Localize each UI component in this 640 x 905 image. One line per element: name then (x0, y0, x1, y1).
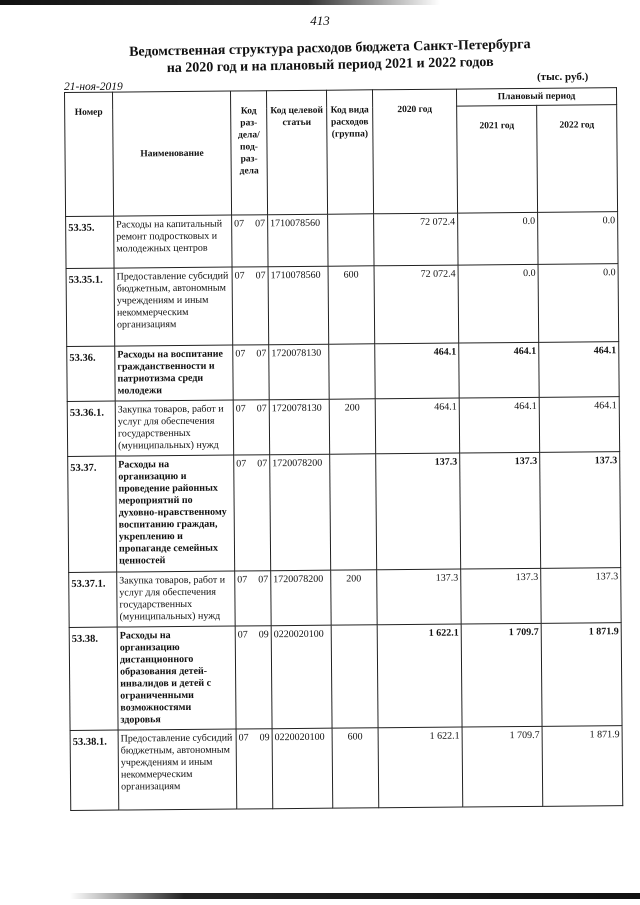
row-subsection: 07 (255, 270, 266, 282)
row-expense-type (328, 214, 374, 266)
row-number: 53.36.1. (67, 401, 115, 456)
row-target-code: 1720078200 (271, 570, 331, 626)
row-section: 07 (238, 732, 249, 744)
row-amount-2020: 1 622.1 (377, 624, 462, 728)
table-row (68, 452, 621, 573)
row-amount-2020: 1 622.1 (378, 727, 463, 808)
scan-edge-bottom (70, 893, 640, 899)
row-amount-2020: 464.1 (375, 398, 459, 454)
row-number: 53.36. (67, 346, 115, 401)
row-subsection: 07 (256, 403, 267, 415)
units-label: (тыс. руб.) (537, 71, 589, 83)
row-expense-type: 200 (331, 570, 377, 625)
row-section: 07 (234, 270, 245, 282)
row-amount-2020: 137.3 (377, 569, 461, 625)
row-amount-2022: 1 871.9 (542, 726, 623, 807)
header-planned: Плановый период (456, 88, 616, 106)
row-expense-type: 200 (329, 399, 375, 454)
row-subsection: 07 (257, 458, 268, 470)
row-amount-2022: 464.1 (539, 342, 619, 398)
row-expense-type (330, 454, 377, 570)
document-date: 21-ноя-2019 (64, 81, 123, 93)
row-section: 07 (237, 629, 248, 641)
header-expense-type: Код вида расходов (группа) (326, 90, 373, 214)
row-name: Расходы на организацию и проведение районных мероприятий по духовно-нравственному воспитанию граждан, укреплению и пропаганде семейных ценностей (116, 455, 235, 572)
header-name: Наименование (113, 91, 232, 216)
header-2021: 2021 год (457, 105, 538, 213)
row-expense-type (331, 625, 378, 728)
row-amount-2022: 137.3 (541, 568, 621, 624)
row-amount-2020: 72 072.4 (374, 265, 459, 344)
row-section: 07 (235, 403, 246, 415)
row-number: 53.38. (69, 627, 118, 730)
row-target-code: 1720078130 (269, 399, 329, 455)
row-expense-type: 600 (328, 266, 375, 344)
row-amount-2021: 1 709.7 (461, 623, 542, 727)
row-expense-type (329, 344, 375, 399)
row-section-code (233, 400, 269, 455)
row-target-code: 1710078560 (268, 266, 329, 345)
row-section-code (236, 729, 273, 809)
row-section-code (232, 215, 268, 267)
row-amount-2021: 464.1 (459, 342, 539, 398)
row-amount-2022: 0.0 (538, 264, 619, 343)
row-amount-2021: 1 709.7 (462, 726, 543, 807)
row-amount-2021: 0.0 (458, 212, 538, 265)
row-number: 53.37.1. (69, 572, 117, 627)
row-amount-2020: 464.1 (375, 343, 459, 399)
row-name: Расходы на воспитание гражданственности и патриотизма среди молодежи (115, 345, 233, 401)
document-title (120, 36, 541, 78)
row-expense-type: 600 (332, 728, 379, 808)
header-section: Код раз- дела/ под- раз- дела (230, 91, 267, 215)
row-subsection: 07 (258, 574, 269, 586)
row-section: 07 (237, 574, 248, 586)
row-amount-2022: 0.0 (538, 212, 618, 265)
row-number: 53.38.1. (70, 730, 119, 810)
budget-table (64, 87, 623, 811)
row-section-code (232, 267, 269, 345)
table-row (67, 397, 619, 457)
row-number: 53.35. (66, 216, 114, 268)
row-amount-2021: 464.1 (459, 397, 539, 453)
table-row (67, 342, 619, 402)
row-name: Расходы на капитальный ремонт подростковых и молодежных центров (114, 215, 232, 268)
row-amount-2022: 137.3 (540, 452, 621, 569)
row-target-code: 1720078130 (269, 344, 329, 400)
row-number: 53.35.1. (66, 268, 115, 346)
row-subsection: 07 (256, 348, 267, 360)
row-name: Расходы на организацию дистанционного образования детей-инвалидов и детей с ограниченными возможностями здоровья (117, 626, 236, 730)
row-subsection: 09 (259, 732, 270, 744)
title-line-2: на 2020 год и на плановый период 2021 и 2022 годов (166, 54, 494, 77)
row-amount-2022: 464.1 (539, 397, 619, 453)
row-number: 53.37. (68, 456, 117, 572)
budget-table-wrapper (64, 87, 622, 811)
row-subsection: 09 (258, 629, 269, 641)
header-2022: 2022 год (537, 105, 618, 213)
row-subsection: 07 (255, 218, 266, 230)
row-target-code: 0220020100 (272, 728, 333, 809)
row-target-code: 0220020100 (271, 625, 332, 729)
row-amount-2021: 0.0 (458, 264, 539, 343)
row-name: Предоставление субсидий бюджетным, автономным учреждениям и иным некоммерческим организациям (114, 267, 233, 346)
header-number: Номер (65, 92, 114, 216)
row-section: 07 (236, 458, 247, 470)
row-section-code (235, 571, 271, 626)
table-row (70, 726, 623, 811)
row-section: 07 (234, 218, 245, 230)
budget-table-body (66, 212, 623, 811)
row-name: Предоставление субсидий бюджетным, автономным учреждениям и иным некоммерческим организациям (118, 729, 237, 810)
table-row (66, 264, 619, 347)
row-target-code: 1720078200 (270, 454, 331, 571)
header-target: Код целевой статьи (266, 90, 327, 215)
row-amount-2021: 137.3 (460, 452, 541, 569)
row-amount-2021: 137.3 (461, 568, 541, 624)
row-section-code (234, 455, 271, 571)
row-target-code: 1710078560 (268, 214, 328, 267)
row-section-code (235, 626, 272, 729)
row-name: Закупка товаров, работ и услуг для обеспечения государственных (муниципальных) нужд (117, 571, 235, 627)
row-amount-2022: 1 871.9 (541, 623, 622, 727)
header-2020: 2020 год (372, 89, 457, 214)
title-line-1: Ведомственная структура расходов бюджета Санкт-Петербурга (128, 37, 531, 60)
table-row (69, 623, 622, 731)
scan-edge-top (0, 0, 440, 5)
row-name: Закупка товаров, работ и услуг для обеспечения государственных (муниципальных) нужд (115, 400, 233, 456)
page-number: 413 (310, 13, 330, 28)
row-amount-2020: 72 072.4 (374, 213, 458, 266)
row-amount-2020: 137.3 (376, 453, 461, 570)
row-section-code (233, 345, 269, 400)
table-row (66, 212, 618, 269)
table-row (69, 568, 621, 628)
row-section: 07 (235, 348, 246, 360)
